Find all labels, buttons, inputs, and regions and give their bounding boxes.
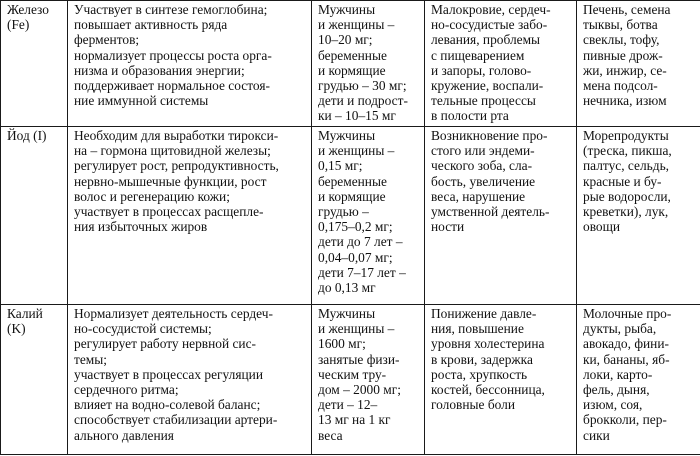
cell-line: умственной деятель- bbox=[431, 204, 550, 220]
cell-line: изюм, соя, bbox=[583, 397, 643, 413]
cell-line: нервно-мышечные функции, рост bbox=[74, 173, 267, 189]
cell-line: с пищеварением bbox=[431, 47, 525, 63]
daily-norm-cell bbox=[312, 1, 425, 127]
cell-line: но-сосудистые забо- bbox=[431, 17, 548, 33]
function-cell bbox=[68, 127, 312, 305]
cell-line: головные боли bbox=[431, 397, 516, 413]
cell-line: веса, нарушение bbox=[431, 188, 526, 204]
table-row bbox=[1, 1, 700, 127]
cell-line: Железо bbox=[7, 2, 49, 17]
cell-line: дети и подрост- bbox=[318, 93, 408, 109]
cell-line: костей, бессонница, bbox=[431, 382, 545, 398]
sources-cell bbox=[577, 127, 700, 305]
cell-line: низма и образования энергии; bbox=[74, 62, 245, 78]
cell-line: (K) bbox=[7, 321, 26, 337]
cell-line: Малокровие, сердеч- bbox=[431, 2, 551, 17]
cell-line: и кормящие bbox=[318, 188, 386, 204]
cell-line: занятые физи- bbox=[318, 351, 400, 367]
function-cell bbox=[68, 1, 312, 127]
cell-line: регулирует работу нервной сис- bbox=[74, 336, 256, 352]
cell-line: овощи bbox=[583, 219, 621, 235]
cell-line: влияет на водно-солевой баланс; bbox=[74, 397, 261, 413]
cell-line: палтус, сельдь, bbox=[583, 158, 670, 174]
daily-norm-cell bbox=[312, 305, 425, 455]
cell-line: дукты, рыба, bbox=[583, 321, 657, 337]
cell-line: Йод (I) bbox=[7, 128, 47, 143]
cell-line: пивные дрож- bbox=[583, 47, 663, 63]
cell-line: участвует в процессах расщепле- bbox=[74, 204, 264, 220]
cell-line: 0,04–0,07 мг; bbox=[318, 249, 393, 265]
cell-line: ки, бананы, яб- bbox=[583, 351, 670, 367]
cell-line: сики bbox=[583, 427, 610, 443]
cell-line: веса bbox=[318, 427, 343, 443]
cell-line: креветки), лук, bbox=[583, 204, 669, 220]
cell-line: сердечного ритма; bbox=[74, 382, 179, 398]
cell-line: красные и бу- bbox=[583, 173, 662, 189]
element-cell bbox=[1, 1, 68, 127]
cell-line: дети до 7 лет – bbox=[318, 234, 403, 250]
cell-line: ности bbox=[431, 219, 465, 235]
cell-line: стого или эндеми- bbox=[431, 143, 535, 159]
table-row bbox=[1, 127, 700, 305]
element-cell bbox=[1, 305, 68, 455]
cell-line: Мужчины bbox=[318, 2, 376, 17]
cell-line: ального давления bbox=[74, 427, 174, 443]
cell-line: и женщины – bbox=[318, 143, 395, 159]
cell-line: Печень, семена bbox=[583, 2, 671, 17]
cell-line: участвует в процессах регуляции bbox=[74, 366, 263, 382]
cell-line: дети – 12– bbox=[318, 397, 378, 413]
cell-line: ки – 10–15 мг bbox=[318, 108, 396, 124]
cell-line: авокадо, фини- bbox=[583, 336, 669, 352]
cell-line: и запоры, голово- bbox=[431, 62, 532, 78]
cell-line: Калий bbox=[7, 306, 43, 321]
deficiency-cell bbox=[425, 305, 577, 455]
cell-line: Мужчины bbox=[318, 306, 376, 321]
cell-line: Необходим для выработки тирокси- bbox=[74, 128, 279, 143]
cell-line: Нормализует деятельность сердеч- bbox=[74, 306, 273, 321]
cell-line: (треска, пикша, bbox=[583, 143, 672, 159]
cell-line: волос и регенерацию кожи; bbox=[74, 188, 230, 204]
cell-line: и женщины – bbox=[318, 321, 395, 337]
cell-line: роста, хрупкость bbox=[431, 366, 528, 382]
cell-line: ческого зоба, сла- bbox=[431, 158, 533, 174]
cell-line: Участвует в синтезе гемоглобина; bbox=[74, 2, 268, 17]
cell-line: грудью – 30 мг; bbox=[318, 78, 407, 94]
cell-line: брокколи, пер- bbox=[583, 412, 667, 428]
sources-cell bbox=[577, 1, 700, 127]
cell-line: ние иммунной системы bbox=[74, 93, 209, 109]
element-cell bbox=[1, 127, 68, 305]
daily-norm-cell bbox=[312, 127, 425, 305]
cell-line: темы; bbox=[74, 351, 107, 367]
cell-line: до 0,13 мг bbox=[318, 280, 376, 296]
cell-line: на – гормона щитовидной железы; bbox=[74, 143, 271, 159]
cell-line: регулирует рост, репродуктивность, bbox=[74, 158, 279, 174]
sources-cell bbox=[577, 305, 700, 455]
cell-line: Возникновение про- bbox=[431, 128, 548, 143]
table-row bbox=[1, 305, 700, 455]
cell-line: 13 мг на 1 кг bbox=[318, 412, 391, 428]
cell-line: дети 7–17 лет – bbox=[318, 264, 406, 280]
cell-line: и кормящие bbox=[318, 62, 386, 78]
cell-line: 0,175–0,2 мг; bbox=[318, 219, 393, 235]
cell-line: способствует стабилизации артери- bbox=[74, 412, 278, 428]
deficiency-cell bbox=[425, 1, 577, 127]
cell-line: бость, увеличение bbox=[431, 173, 536, 189]
cell-line: мена подсол- bbox=[583, 78, 658, 94]
cell-line: нечника, изюм bbox=[583, 93, 667, 109]
function-cell bbox=[68, 305, 312, 455]
cell-line: поддерживает нормальное состоя- bbox=[74, 78, 270, 94]
cell-line: беременные bbox=[318, 173, 387, 189]
cell-line: Мужчины bbox=[318, 128, 376, 143]
cell-line: беременные bbox=[318, 47, 387, 63]
cell-line: рые водоросли, bbox=[583, 188, 671, 204]
cell-line: нормализует процессы роста орга- bbox=[74, 47, 272, 63]
cell-line: повышает активность ряда bbox=[74, 17, 228, 33]
cell-line: кружение, воспали- bbox=[431, 78, 544, 94]
cell-line: 0,15 мг; bbox=[318, 158, 363, 174]
cell-line: Молочные про- bbox=[583, 306, 672, 321]
cell-line: ния, повышение bbox=[431, 321, 524, 337]
cell-line: тыквы, ботва bbox=[583, 17, 658, 33]
cell-line: тельные процессы bbox=[431, 93, 536, 109]
cell-line: левания, проблемы bbox=[431, 32, 541, 48]
cell-line: свеклы, тофу, bbox=[583, 32, 660, 48]
cell-line: но-сосудистой системы; bbox=[74, 321, 212, 337]
cell-line: дом – 2000 мг; bbox=[318, 382, 401, 398]
cell-line: уровня холестерина bbox=[431, 336, 545, 352]
cell-line: фель, дыня, bbox=[583, 382, 650, 398]
cell-line: Морепродукты bbox=[583, 128, 669, 143]
cell-line: Понижение давле- bbox=[431, 306, 537, 321]
cell-line: 1600 мг; bbox=[318, 336, 366, 352]
cell-line: жи, инжир, се- bbox=[583, 62, 667, 78]
cell-line: и женщины – bbox=[318, 17, 395, 33]
cell-line: в полости рта bbox=[431, 108, 509, 124]
cell-line: 10–20 мг; bbox=[318, 32, 373, 48]
cell-line: локи, карто- bbox=[583, 366, 653, 382]
cell-line: (Fe) bbox=[7, 17, 30, 33]
cell-line: в крови, задержка bbox=[431, 351, 533, 367]
cell-line: ния избыточных жиров bbox=[74, 219, 208, 235]
deficiency-cell bbox=[425, 127, 577, 305]
cell-line: ческим тру- bbox=[318, 366, 387, 382]
cell-line: ферментов; bbox=[74, 32, 140, 48]
cell-line: грудью – bbox=[318, 204, 369, 220]
